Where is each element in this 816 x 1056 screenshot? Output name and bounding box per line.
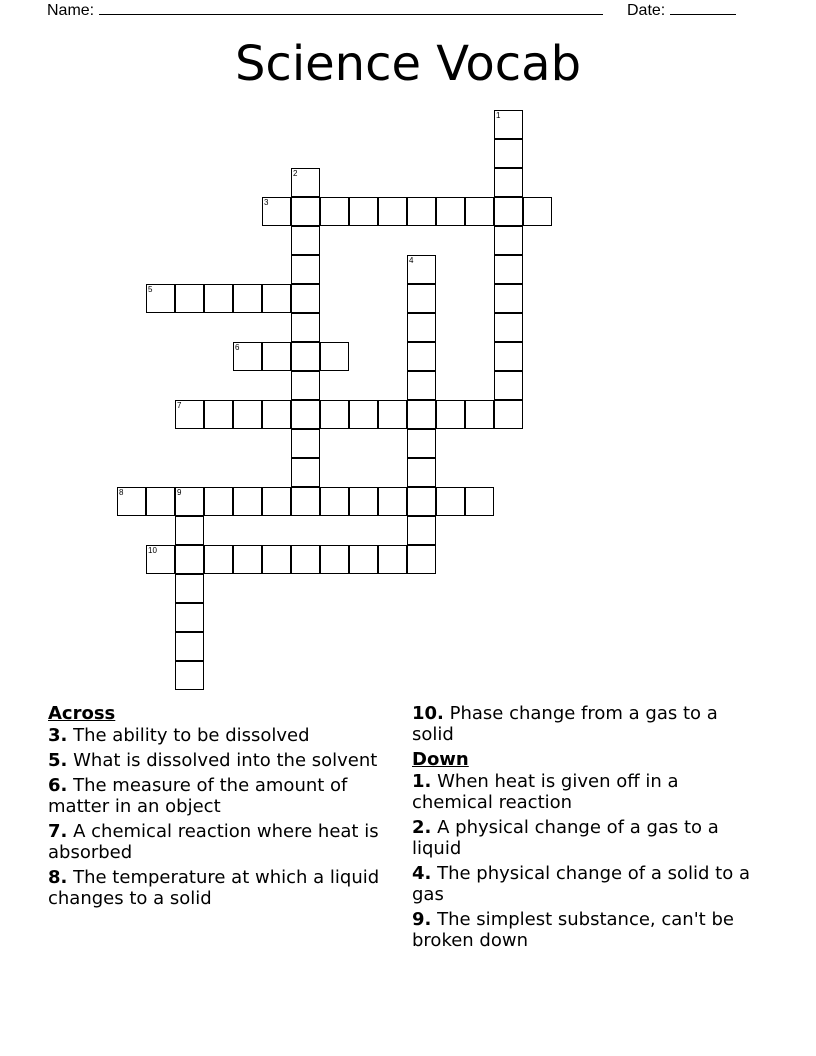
clue-text: The simplest substance, can't be broken down xyxy=(412,909,734,951)
grid-cell[interactable] xyxy=(233,545,262,574)
clue xyxy=(412,817,752,859)
grid-cell[interactable] xyxy=(262,487,291,516)
grid-cell[interactable] xyxy=(175,516,204,545)
grid-cell[interactable] xyxy=(233,400,262,429)
page-title: Science Vocab xyxy=(234,36,582,92)
clue-number: 7. xyxy=(48,821,68,842)
grid-cell[interactable] xyxy=(349,545,378,574)
date-label: Date: xyxy=(627,2,666,19)
clue-number: 3. xyxy=(48,725,68,746)
grid-cell[interactable] xyxy=(175,661,204,690)
down-clue-list xyxy=(412,771,752,951)
grid-cell[interactable] xyxy=(291,168,320,197)
grid-cell[interactable] xyxy=(204,487,233,516)
across-heading: Across xyxy=(48,703,116,724)
grid-cell[interactable] xyxy=(262,545,291,574)
clue-text: Phase change from a gas to a solid xyxy=(412,703,718,745)
grid-cell[interactable] xyxy=(378,197,407,226)
clue-text: The physical change of a solid to a gas xyxy=(412,863,750,905)
clue-number: 4. xyxy=(412,863,432,884)
grid-cell[interactable] xyxy=(291,342,320,371)
grid-cell[interactable] xyxy=(233,284,262,313)
grid-cell[interactable] xyxy=(262,342,291,371)
grid-cell[interactable] xyxy=(320,197,349,226)
across-clue-list xyxy=(48,725,388,909)
grid-cell[interactable] xyxy=(320,342,349,371)
grid-cell[interactable] xyxy=(291,313,320,342)
clue-number: 8. xyxy=(48,867,68,888)
grid-cell[interactable] xyxy=(146,284,175,313)
clue-text: The ability to be dissolved xyxy=(73,725,310,746)
clues-left-column xyxy=(48,703,388,913)
grid-cell[interactable] xyxy=(378,545,407,574)
grid-cell[interactable] xyxy=(175,632,204,661)
grid-cell[interactable] xyxy=(494,226,523,255)
name-label: Name: xyxy=(47,2,95,19)
grid-cell[interactable] xyxy=(320,400,349,429)
grid-cell[interactable] xyxy=(407,400,436,429)
grid-cell[interactable] xyxy=(262,284,291,313)
grid-cell[interactable] xyxy=(436,487,465,516)
grid-cell[interactable] xyxy=(407,371,436,400)
cell-number: 2 xyxy=(293,169,298,178)
grid-cell[interactable] xyxy=(494,342,523,371)
grid-cell[interactable] xyxy=(291,545,320,574)
clue-number: 5. xyxy=(48,750,68,771)
cell-number: 8 xyxy=(119,488,124,497)
cell-number: 3 xyxy=(264,198,269,207)
grid-cell[interactable] xyxy=(291,458,320,487)
clue xyxy=(48,867,388,909)
grid-cell[interactable] xyxy=(494,110,523,139)
clue-number: 1. xyxy=(412,771,432,792)
clue xyxy=(412,909,752,951)
grid-cell[interactable] xyxy=(262,400,291,429)
grid-cell[interactable] xyxy=(204,400,233,429)
grid-cell[interactable] xyxy=(175,284,204,313)
grid-cell[interactable] xyxy=(436,400,465,429)
grid-cell[interactable] xyxy=(291,371,320,400)
down-heading: Down xyxy=(412,749,469,770)
grid-cell[interactable] xyxy=(407,284,436,313)
clue xyxy=(48,750,388,771)
grid-cell[interactable] xyxy=(233,487,262,516)
grid-cell[interactable] xyxy=(378,400,407,429)
clue xyxy=(48,821,388,863)
grid-cell[interactable] xyxy=(175,603,204,632)
grid-cell[interactable] xyxy=(175,400,204,429)
grid-cell[interactable] xyxy=(465,400,494,429)
grid-cell[interactable] xyxy=(262,197,291,226)
grid-cell[interactable] xyxy=(175,545,204,574)
grid-cell[interactable] xyxy=(523,197,552,226)
cell-number: 7 xyxy=(177,401,182,410)
grid-cell[interactable] xyxy=(494,400,523,429)
grid-cell[interactable] xyxy=(465,487,494,516)
cell-number: 9 xyxy=(177,488,182,497)
grid-cell[interactable] xyxy=(146,545,175,574)
grid-cell[interactable] xyxy=(407,429,436,458)
grid-cell[interactable] xyxy=(494,197,523,226)
grid-cell[interactable] xyxy=(291,429,320,458)
clue xyxy=(48,725,388,746)
clue-text: The measure of the amount of matter in an object xyxy=(48,775,348,817)
cell-number: 6 xyxy=(235,343,240,352)
grid-cell[interactable] xyxy=(407,342,436,371)
grid-cell[interactable] xyxy=(349,197,378,226)
grid-cell[interactable] xyxy=(349,400,378,429)
clue xyxy=(412,703,752,745)
grid-cell[interactable] xyxy=(407,516,436,545)
grid-cell[interactable] xyxy=(291,255,320,284)
across-clue-list-continued xyxy=(412,703,752,745)
clues-right-column xyxy=(412,703,752,955)
cell-number: 1 xyxy=(496,111,501,120)
clue-text: A chemical reaction where heat is absorbed xyxy=(48,821,379,863)
grid-cell[interactable] xyxy=(378,487,407,516)
cell-number: 5 xyxy=(148,285,153,294)
grid-cell[interactable] xyxy=(320,487,349,516)
grid-cell[interactable] xyxy=(117,487,146,516)
grid-cell[interactable] xyxy=(465,197,494,226)
clue-number: 10. xyxy=(412,703,444,724)
grid-cell[interactable] xyxy=(407,255,436,284)
grid-cell[interactable] xyxy=(407,458,436,487)
clue-number: 6. xyxy=(48,775,68,796)
grid-cell[interactable] xyxy=(291,284,320,313)
grid-cell[interactable] xyxy=(175,487,204,516)
clue-number: 2. xyxy=(412,817,432,838)
grid-cell[interactable] xyxy=(204,545,233,574)
clue xyxy=(412,771,752,813)
clue-text: What is dissolved into the solvent xyxy=(73,750,378,771)
grid-cell[interactable] xyxy=(291,487,320,516)
grid-cell[interactable] xyxy=(407,313,436,342)
grid-cell[interactable] xyxy=(291,226,320,255)
grid-cell[interactable] xyxy=(146,487,175,516)
grid-cell[interactable] xyxy=(494,168,523,197)
grid-cell[interactable] xyxy=(407,197,436,226)
grid-cell[interactable] xyxy=(407,487,436,516)
clue xyxy=(48,775,388,817)
grid-cell[interactable] xyxy=(436,197,465,226)
grid-cell[interactable] xyxy=(204,284,233,313)
grid-cell[interactable] xyxy=(494,371,523,400)
grid-cell[interactable] xyxy=(175,574,204,603)
grid-cell[interactable] xyxy=(291,400,320,429)
clue-number: 9. xyxy=(412,909,432,930)
grid-cell[interactable] xyxy=(291,197,320,226)
grid-cell[interactable] xyxy=(349,487,378,516)
clue-text: A physical change of a gas to a liquid xyxy=(412,817,719,859)
clue-text: The temperature at which a liquid changes to a solid xyxy=(48,867,380,909)
grid-cell[interactable] xyxy=(494,284,523,313)
cell-number: 4 xyxy=(409,256,414,265)
cell-number: 10 xyxy=(148,546,157,555)
grid-cell[interactable] xyxy=(233,342,262,371)
grid-cell[interactable] xyxy=(407,545,436,574)
grid-cell[interactable] xyxy=(494,139,523,168)
clue-text: When heat is given off in a chemical reaction xyxy=(412,771,679,813)
grid-cell[interactable] xyxy=(494,313,523,342)
grid-cell[interactable] xyxy=(320,545,349,574)
clue xyxy=(412,863,752,905)
grid-cell[interactable] xyxy=(494,255,523,284)
